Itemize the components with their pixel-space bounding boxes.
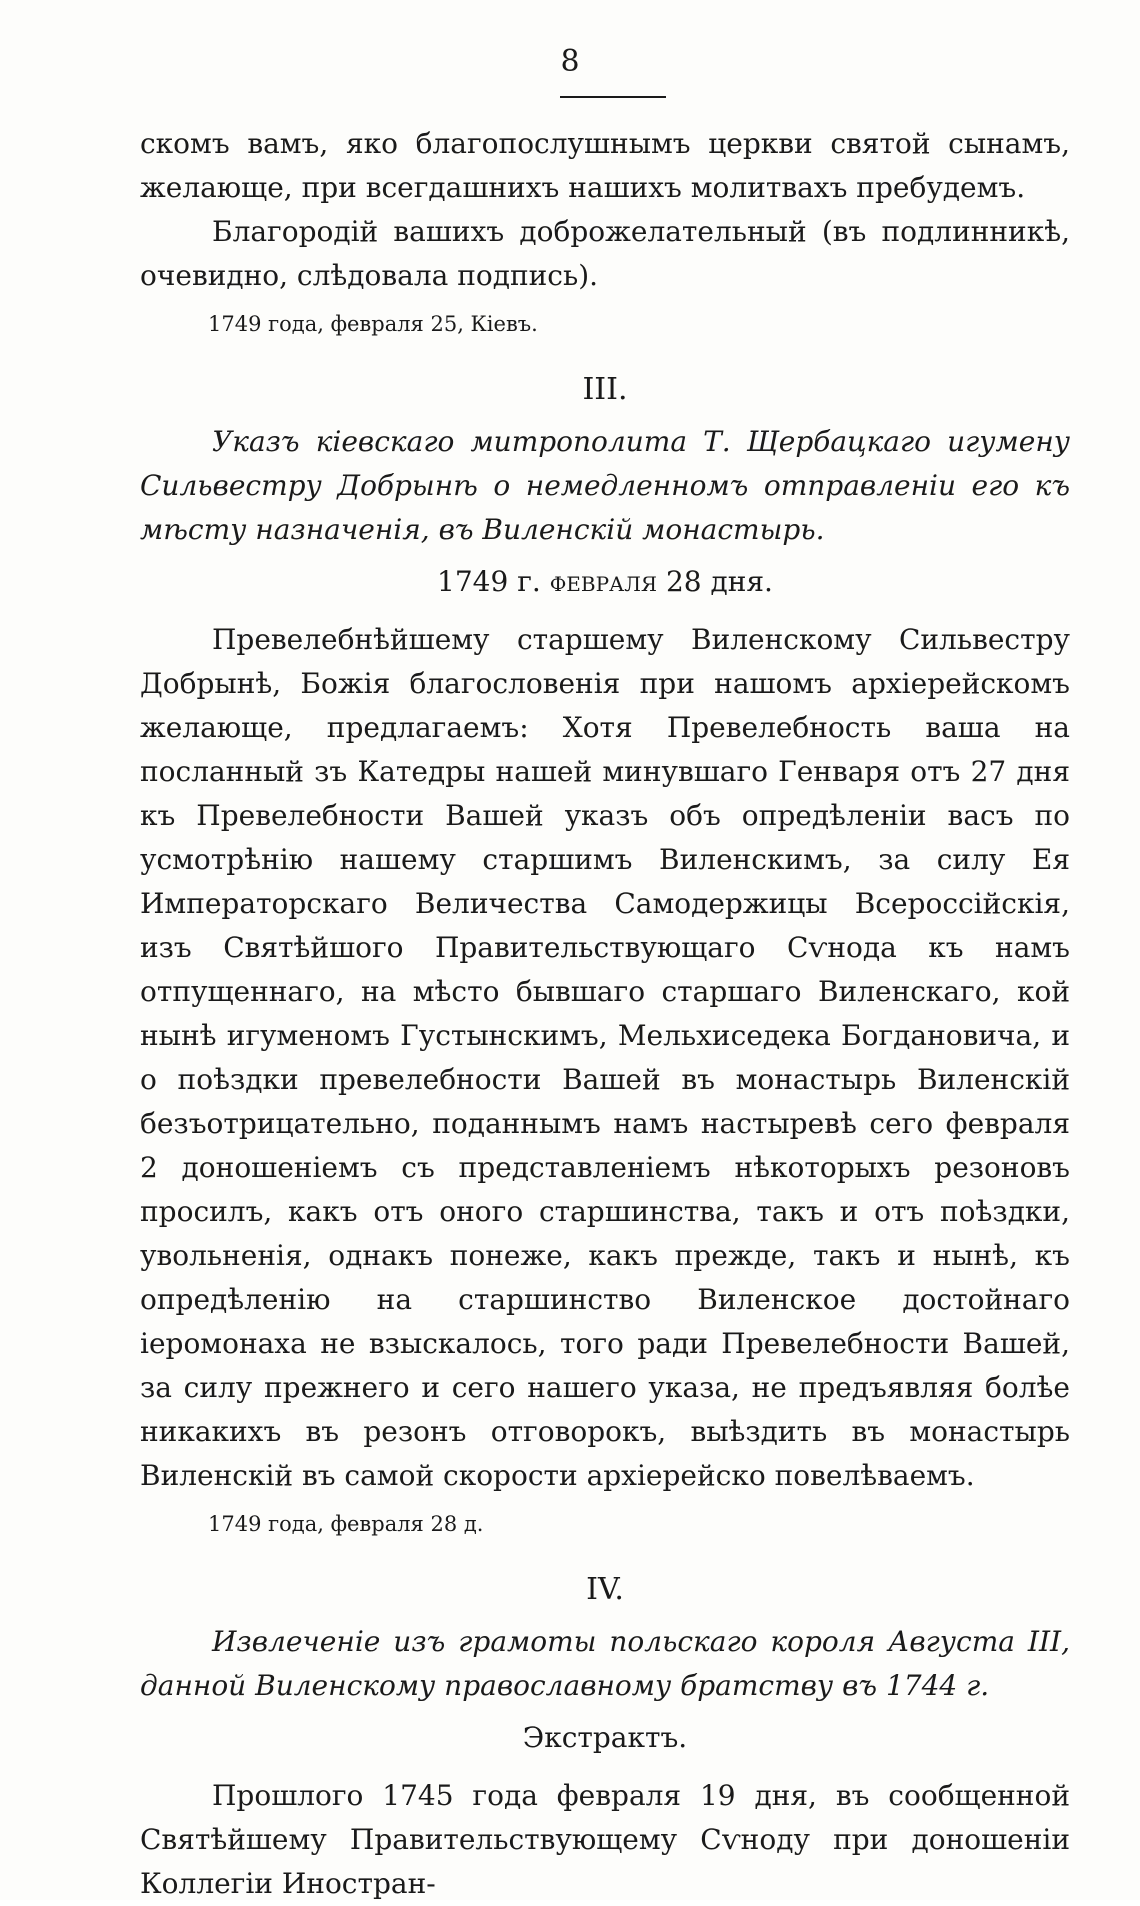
extract-body-paragraph: Прошлого 1745 года февраля 19 дня, въ сообщенной Святѣйшему Правительствующему Сѵноду при доношеніи Коллегіи Иностран- (140, 1779, 1070, 1900)
section-number-iv: IV. (586, 1572, 624, 1607)
letter-dateline: 1749 года, февраля 25, Кіевъ. (208, 312, 538, 336)
section-heading-iv: Извлеченіе изъ грамоты польскаго короля Августа III, данной Виленскому православному братству въ 1744 г. (140, 1625, 1070, 1702)
section-number-iii: III. (582, 372, 628, 407)
page-content (140, 122, 1070, 1906)
extract-subtitle: Экстрактъ. (522, 1721, 688, 1754)
decree-date-day: 28 дня. (665, 565, 773, 598)
continued-paragraph: скомъ вамъ, яко благопослушнымъ церкви святой сынамъ, желающе, при всегдашнихъ нашихъ молитвахъ пребудемъ. (140, 127, 1070, 204)
decree-date-year: 1749 г. (437, 565, 541, 598)
decree-date (140, 560, 1070, 604)
page-number-rule (560, 96, 666, 98)
signature-note-paragraph: Благородій вашихъ доброжелательный (въ подлинникѣ, очевидно, слѣдовала подпись). (140, 215, 1070, 292)
decree-dateline: 1749 года, февраля 28 д. (208, 1512, 484, 1536)
decree-body-paragraph: Превелебнѣйшему старшему Виленскому Сильвестру Добрынѣ, Божія благословенія при нашомъ архіерейскомъ желающе, предлагаемъ: Хотя Превелебность ваша на посланный зъ Катедры нашей минувшаго Генваря отъ 27 дня къ Превелебности Вашей указъ объ опредѣленіи васъ по усмотрѣнію нашему старшимъ Виленскимъ, за силу Ея Императорскаго Величества Самодержицы Всероссійскія, изъ Святѣйшого Правительствующаго Сѵнода къ намъ отпущеннаго, на мѣсто бывшаго старшаго Виленскаго, кой нынѣ игуменомъ Густынскимъ, Мельхиседека Богдановича, и о поѣздки превелебности Вашей въ монастырь Виленскій безъотрицательно, поданнымъ намъ настыревѣ сего февраля 2 доношеніемъ съ представленіемъ нѣкоторыхъ резоновъ просилъ, какъ отъ оного старшинства, такъ и отъ поѣздки, увольненія, однакъ понеже, какъ прежде, такъ и нынѣ, къ опредѣленію на старшинство Виленское достойнаго іеромонаха не взыскалось, того ради Превелебности Вашей, за силу прежнего и сего нашего указа, не предъявляя болѣе никакихъ въ резонъ отговорокъ, выѣздить въ монастырь Виленскій въ самой скорости архіерейско повелѣваемъ. (140, 623, 1070, 1492)
page-number: 8 (560, 44, 580, 79)
section-heading-iii: Указъ кіевскаго митрополита Т. Щербацкаго игумену Сильвестру Добрынѣ о немедленномъ отправленіи его къ мѣсту назначенія, въ Виленскій монастырь. (140, 425, 1070, 546)
decree-date-month: февраля (549, 565, 658, 598)
